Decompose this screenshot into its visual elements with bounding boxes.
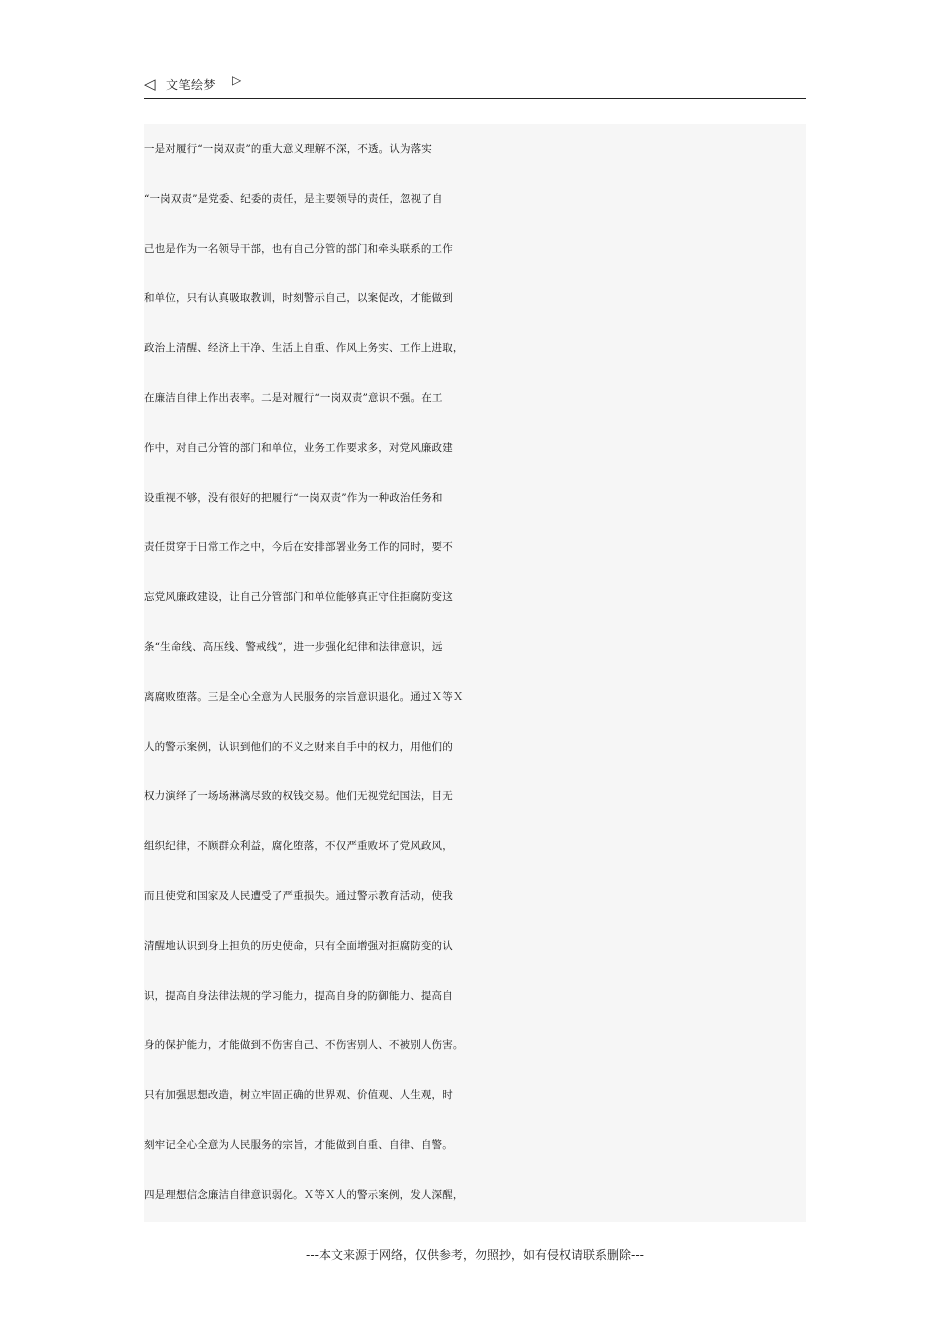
text-line: 识，提高自身法律法规的学习能力，提高自身的防御能力、提高自	[144, 989, 453, 1002]
text-line: 权力演绎了一场场淋漓尽致的权钱交易。他们无视党纪国法，目无	[144, 790, 453, 803]
text-line: 政治上清醒、经济上干净、生活上自重、作风上务实、工作上进取，	[144, 342, 464, 355]
text-line: 清醒地认识到身上担负的历史使命，只有全面增强对拒腐防变的认	[144, 939, 453, 952]
text-line: 人的警示案例，认识到他们的不义之财来自手中的权力，用他们的	[144, 740, 453, 753]
text-line: 设重视不够，没有很好的把履行“一岗双责”作为一种政治任务和	[144, 491, 443, 504]
text-line: 一是对履行“一岗双责”的重大意义理解不深，不透。认为落实	[144, 143, 432, 155]
header-brand: 文笔绘梦	[166, 78, 217, 92]
text-line: 刻牢记全心全意为人民服务的宗旨，才能做到自重、自律、自警。	[144, 1139, 453, 1151]
text-line: 身的保护能力，才能做到不伤害自己、不伤害别人、不被别人伤害。	[144, 1039, 464, 1052]
text-line: 组织纪律，不顾群众利益，腐化堕落，不仅严重败坏了党风政风，	[144, 840, 453, 853]
left-triangle-icon: ◁	[144, 75, 156, 93]
text-line: 离腐败堕落。三是全心全意为人民服务的宗旨意识退化。通过Ｘ等Ｘ	[144, 690, 464, 703]
text-line: 己也是作为一名领导干部，也有自己分管的部门和牵头联系的工作	[144, 242, 453, 255]
text-line: 条“生命线、高压线、警戒线”，进一步强化纪律和法律意识，远	[144, 641, 443, 653]
text-line: 和单位，只有认真吸取教训，时刻警示自己，以案促改，才能做到	[144, 292, 453, 305]
footer-disclaimer: ---本文来源于网络，仅供参考，勿照抄，如有侵权请联系删除---	[306, 1248, 644, 1262]
text-line: 责任贯穿于日常工作之中，今后在安排部署业务工作的同时，要不	[144, 541, 453, 554]
text-line: 四是理想信念廉洁自律意识弱化。Ｘ等Ｘ人的警示案例，发人深醒，	[144, 1188, 464, 1201]
text-line: 而且使党和国家及人民遭受了严重损失。通过警示教育活动，使我	[144, 890, 453, 902]
page-header	[144, 72, 806, 99]
text-line: 作中，对自己分管的部门和单位，业务工作要求多，对党风廉政建	[144, 441, 453, 454]
text-line: 忘党风廉政建设，让自己分管部门和单位能够真正守住拒腐防变这	[144, 591, 453, 604]
right-triangle-icon: ▷	[232, 73, 242, 87]
text-line: 只有加强思想改造，树立牢固正确的世界观、价值观、人生观，时	[144, 1089, 453, 1102]
text-line: 在廉洁自律上作出表率。二是对履行“一岗双责”意识不强。在工	[144, 392, 443, 404]
text-line: “一岗双责”是党委、纪委的责任，是主要领导的责任，忽视了自	[144, 192, 443, 205]
